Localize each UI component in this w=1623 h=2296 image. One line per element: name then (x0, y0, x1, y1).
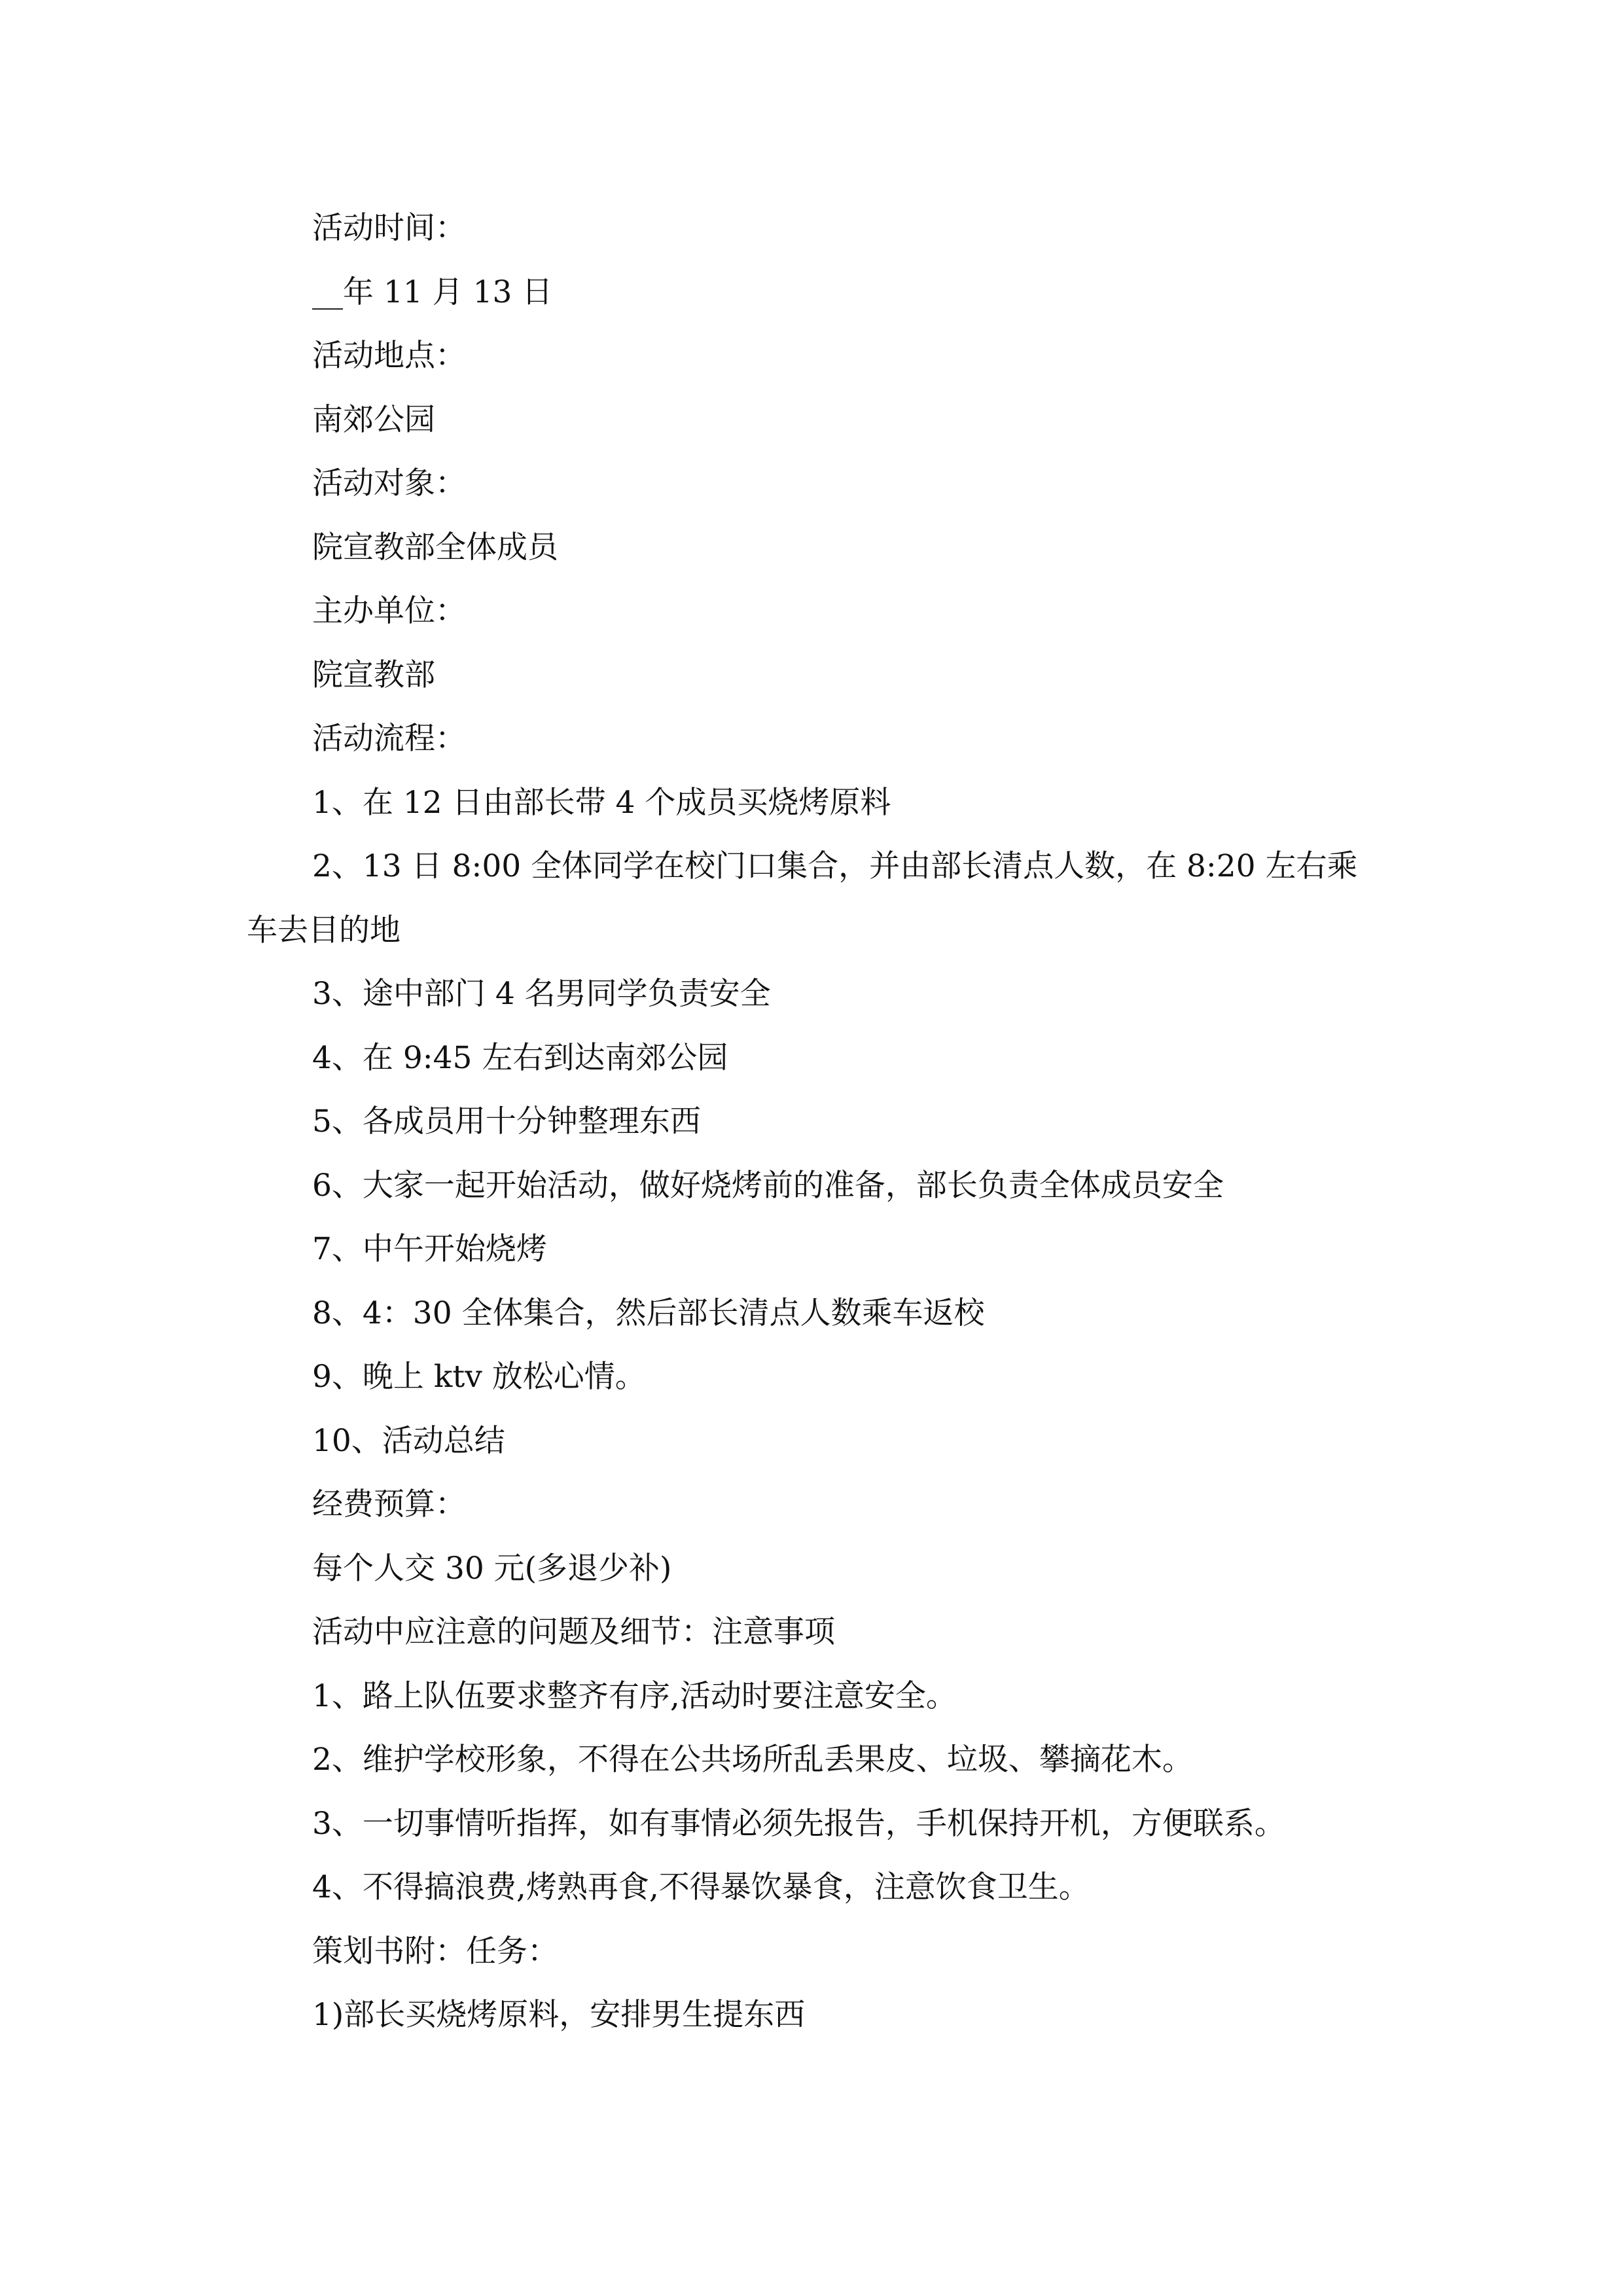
appendix-label: 策划书附：任务： (312, 1933, 558, 1969)
activity-audience: 院宣教部全体成员 (312, 529, 558, 565)
note-3: 3、一切事情听指挥，如有事情必须先报告，手机保持开机，方便联系。 (312, 1805, 1285, 1842)
activity-time-label: 活动时间： (312, 210, 466, 246)
process-step-7: 7、中午开始烧烤 (312, 1231, 547, 1267)
activity-process-label: 活动流程： (312, 721, 466, 757)
process-step-8: 8、4：30 全体集合，然后部长清点人数乘车返校 (312, 1295, 985, 1331)
note-2: 2、维护学校形象，不得在公共场所乱丢果皮、垃圾、攀摘花木。 (312, 1742, 1193, 1778)
process-step-1: 1、在 12 日由部长带 4 个成员买烧烤原料 (312, 784, 891, 821)
process-step-2: 2、13 日 8:00 全体同学在校门口集合，并由部长清点人数，在 8:20 左右乘车去目的地 (247, 848, 1358, 948)
activity-date: __年 11 月 13 日 (312, 274, 553, 310)
budget-detail: 每个人交 30 元(多退少补) (312, 1550, 672, 1587)
activity-audience-label: 活动对象： (312, 465, 466, 501)
document-body (247, 196, 1381, 2047)
organizer: 院宣教部 (312, 656, 435, 693)
activity-location: 南郊公园 (312, 401, 435, 438)
process-step-5: 5、各成员用十分钟整理东西 (312, 1103, 701, 1139)
process-step-10: 10、活动总结 (312, 1422, 505, 1459)
process-step-6: 6、大家一起开始活动，做好烧烤前的准备，部长负责全体成员安全 (312, 1167, 1224, 1204)
note-1: 1、路上队伍要求整齐有序,活动时要注意安全。 (312, 1677, 957, 1714)
notes-label: 活动中应注意的问题及细节：注意事项 (312, 1614, 835, 1650)
budget-label: 经费预算： (312, 1486, 466, 1522)
process-step-3: 3、途中部门 4 名男同学负责安全 (312, 976, 771, 1012)
process-step-4: 4、在 9:45 左右到达南郊公园 (312, 1039, 728, 1076)
task-1: 1)部长买烧烤原料，安排男生提东西 (312, 1997, 806, 2033)
activity-location-label: 活动地点： (312, 338, 466, 374)
note-4: 4、不得搞浪费,烤熟再食,不得暴饮暴食，注意饮食卫生。 (312, 1869, 1090, 1905)
organizer-label: 主办单位： (312, 593, 466, 629)
process-step-9: 9、晚上 ktv 放松心情。 (312, 1359, 646, 1395)
